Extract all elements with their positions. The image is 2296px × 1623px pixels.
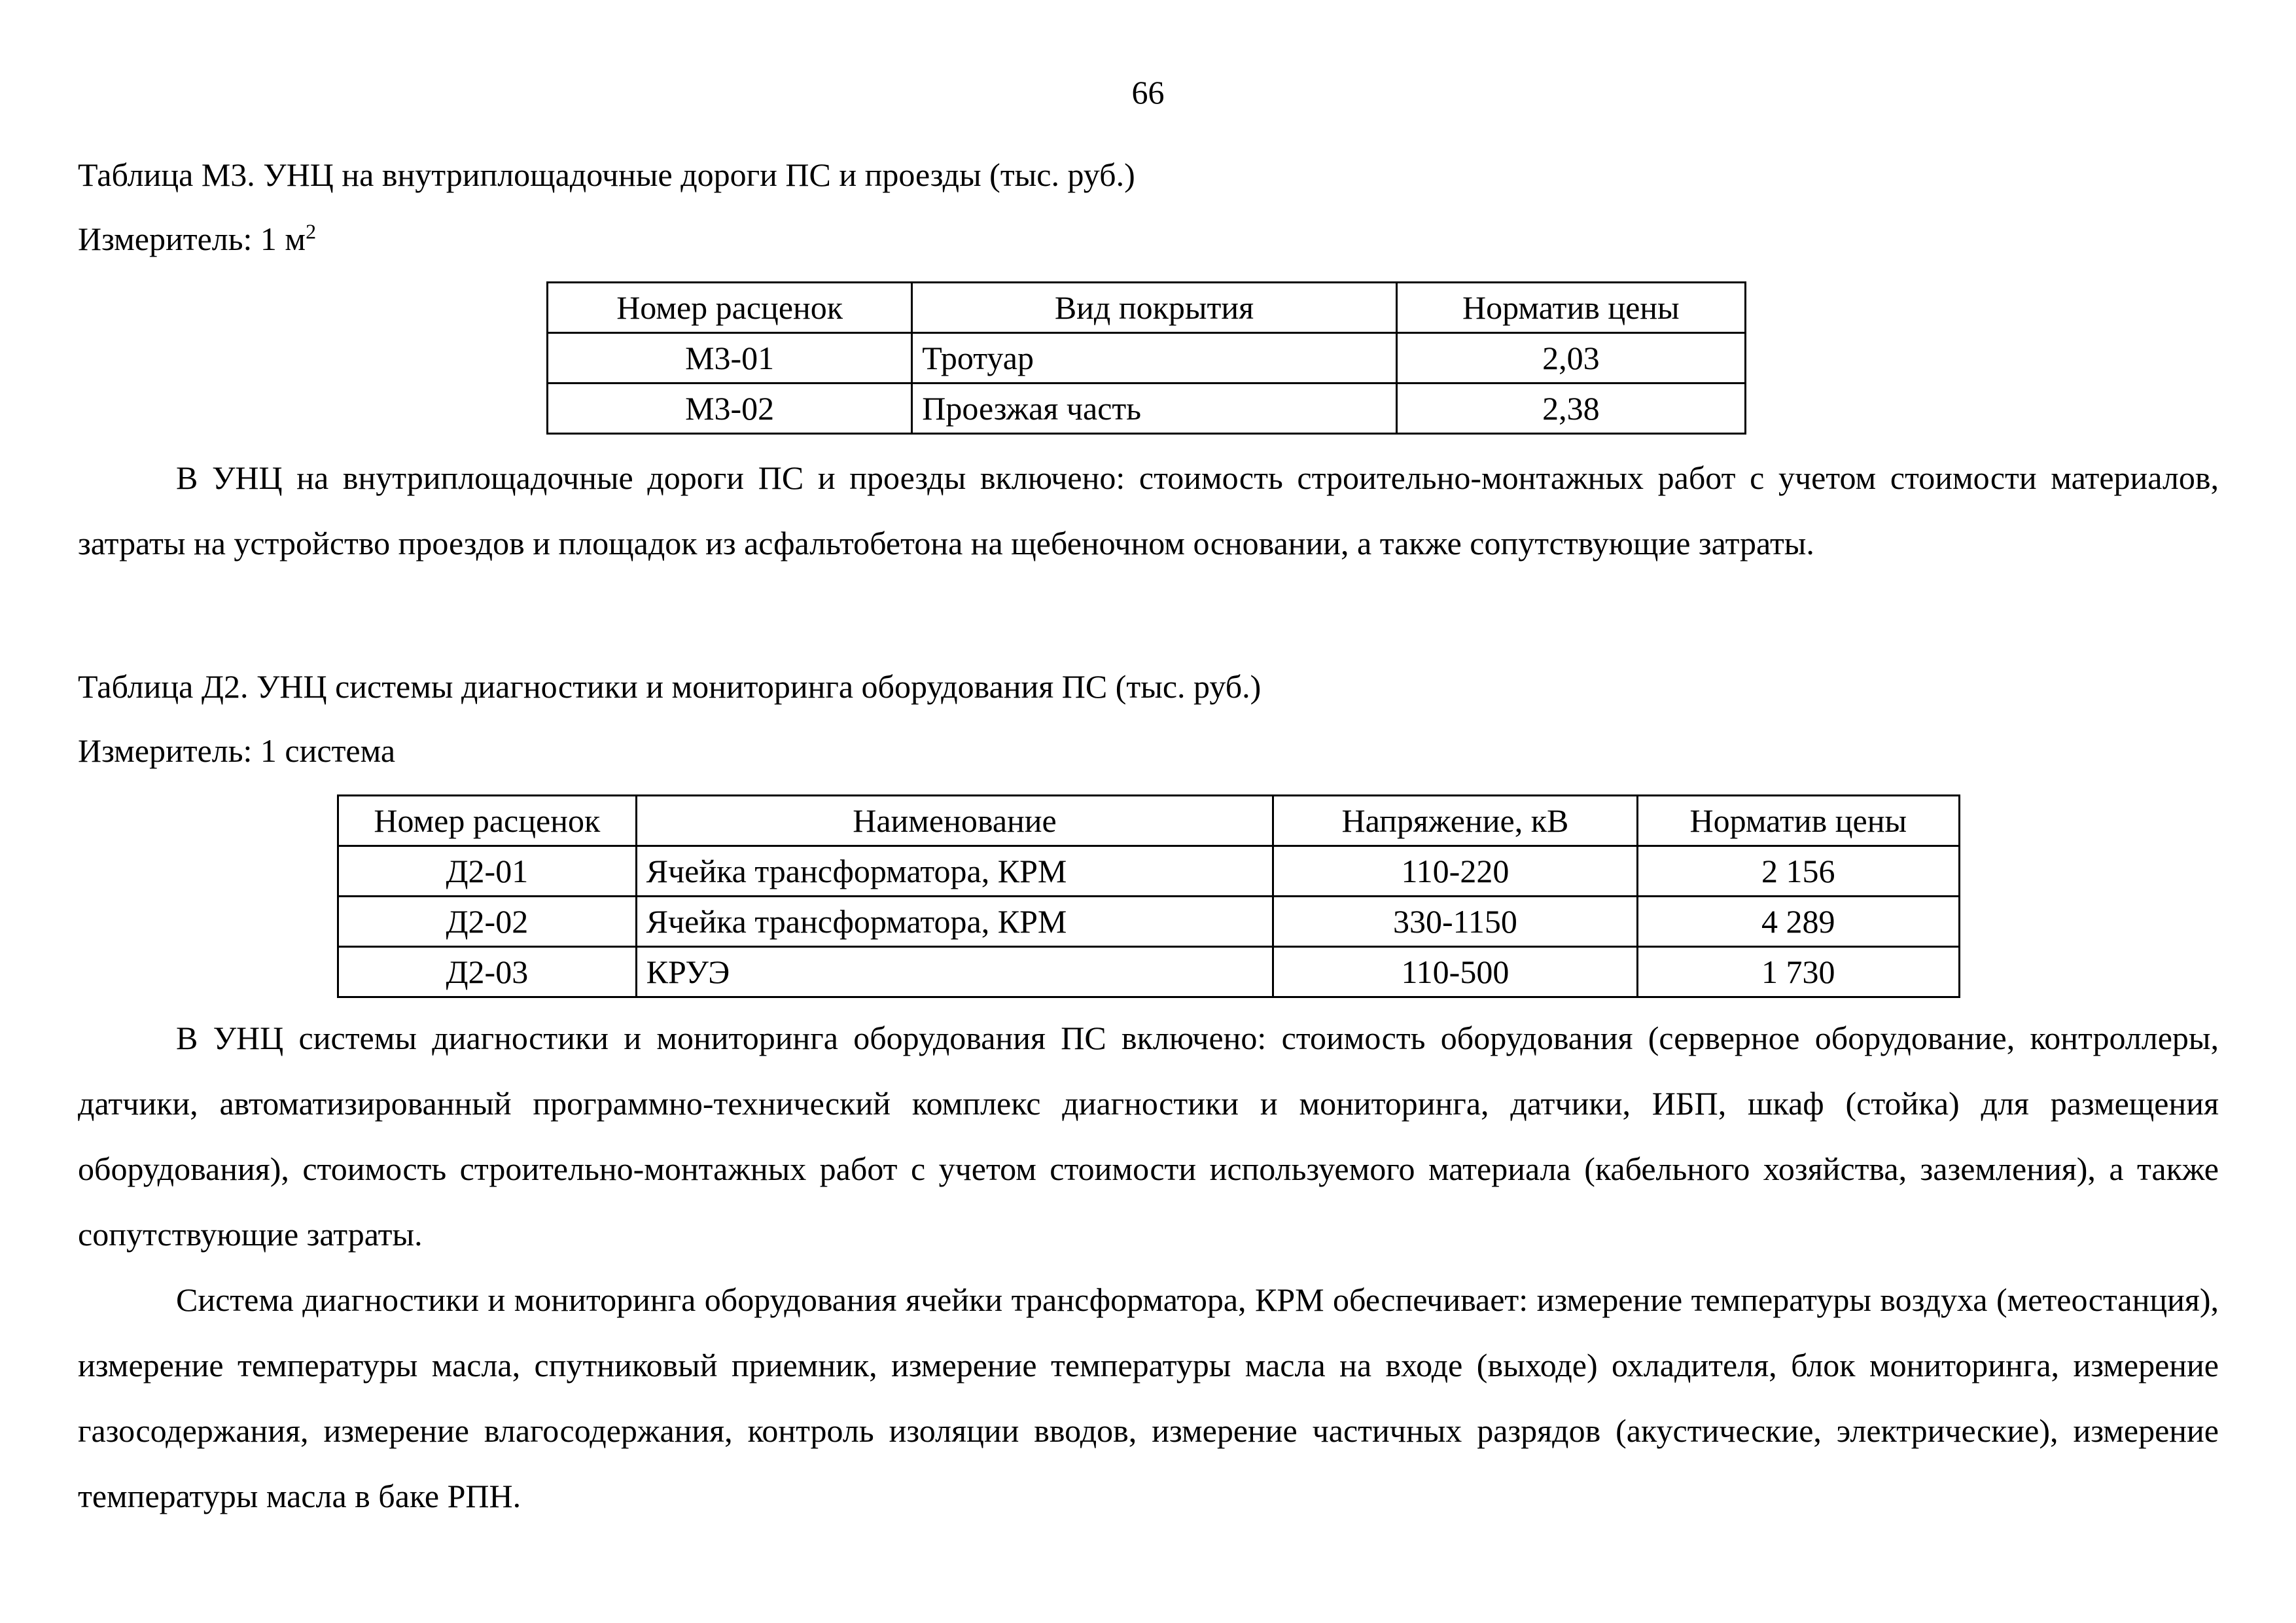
- table-cell: Ячейка трансформатора, КРМ: [636, 846, 1273, 897]
- table-cell: 2,03: [1396, 333, 1745, 383]
- table-cell: 330-1150: [1273, 897, 1637, 947]
- table-cell: Тротуар: [912, 333, 1396, 383]
- table-cell: М3-02: [548, 383, 912, 434]
- table-header-cell: Норматив цены: [1396, 283, 1745, 333]
- paragraph-d2-included: В УНЦ системы диагностики и мониторинга оборудования ПС включено: стоимость оборудования (серверное оборудование, контроллеры, датчики, автоматизированный программно-технический комплекс диагностики и мониторинга, датчики, ИБП, шкаф (стойка) для размещения оборудования), стоимость строительно-монтажных работ с учетом стоимости используемого материала (кабельного хозяйства, заземления), а также сопутствующие затраты.: [78, 1020, 2219, 1253]
- table-m3-unit-sup: 2: [306, 219, 317, 243]
- table-cell: Д2-03: [338, 947, 637, 997]
- table-row: [338, 947, 1960, 997]
- table-cell: Д2-02: [338, 897, 637, 947]
- table-row: [338, 846, 1960, 897]
- table-header-row: [548, 283, 1746, 333]
- table-row: [548, 333, 1746, 383]
- table-cell: Д2-01: [338, 846, 637, 897]
- table-m3-unit: [78, 220, 316, 258]
- table-cell: 2 156: [1637, 846, 1959, 897]
- table-header-cell: Номер расценок: [338, 796, 637, 846]
- table-cell: 1 730: [1637, 947, 1959, 997]
- table-header-cell: Номер расценок: [548, 283, 912, 333]
- table-cell: Проезжая часть: [912, 383, 1396, 434]
- table-header-cell: Наименование: [636, 796, 1273, 846]
- table-cell: М3-01: [548, 333, 912, 383]
- table-header-cell: Норматив цены: [1637, 796, 1959, 846]
- table-d2: [337, 794, 1960, 998]
- table-cell: 2,38: [1396, 383, 1745, 434]
- table-d2-unit: Измеритель: 1 система: [78, 732, 396, 769]
- table-header-cell: Напряжение, кВ: [1273, 796, 1637, 846]
- table-m3-unit-label: Измеритель: 1 м: [78, 221, 306, 257]
- table-cell: 110-500: [1273, 947, 1637, 997]
- table-cell: Ячейка трансформатора, КРМ: [636, 897, 1273, 947]
- page-number: 66: [1131, 74, 1165, 111]
- table-row: [338, 897, 1960, 947]
- paragraph-m3: В УНЦ на внутриплощадочные дороги ПС и проезды включено: стоимость строительно-монтажных работ с учетом стоимости материалов, затраты на устройство проездов и площадок из асфальтобетона на щебеночном основании, а также сопутствующие затраты.: [78, 459, 2219, 562]
- table-cell: 110-220: [1273, 846, 1637, 897]
- table-m3: [546, 281, 1746, 435]
- table-cell: 4 289: [1637, 897, 1959, 947]
- table-header-row: [338, 796, 1960, 846]
- table-cell: КРУЭ: [636, 947, 1273, 997]
- table-m3-caption: Таблица М3. УНЦ на внутриплощадочные дороги ПС и проезды (тыс. руб.): [78, 156, 1135, 193]
- paragraph-d2-system: Система диагностики и мониторинга оборудования ячейки трансформатора, КРМ обеспечивает: измерение температуры воздуха (метеостанция), измерение температуры масла, спутниковый приемник, измерение температуры масла на входе (выходе) охладителя, блок мониторинга, измерение газосодержания, измерение влагосодержания, контроль изоляции вводов, измерение частичных разрядов (акустические, электрические), измерение температуры масла в баке РПН.: [78, 1281, 2219, 1514]
- table-row: [548, 383, 1746, 434]
- table-d2-caption: Таблица Д2. УНЦ системы диагностики и мониторинга оборудования ПС (тыс. руб.): [78, 668, 1262, 705]
- table-header-cell: Вид покрытия: [912, 283, 1396, 333]
